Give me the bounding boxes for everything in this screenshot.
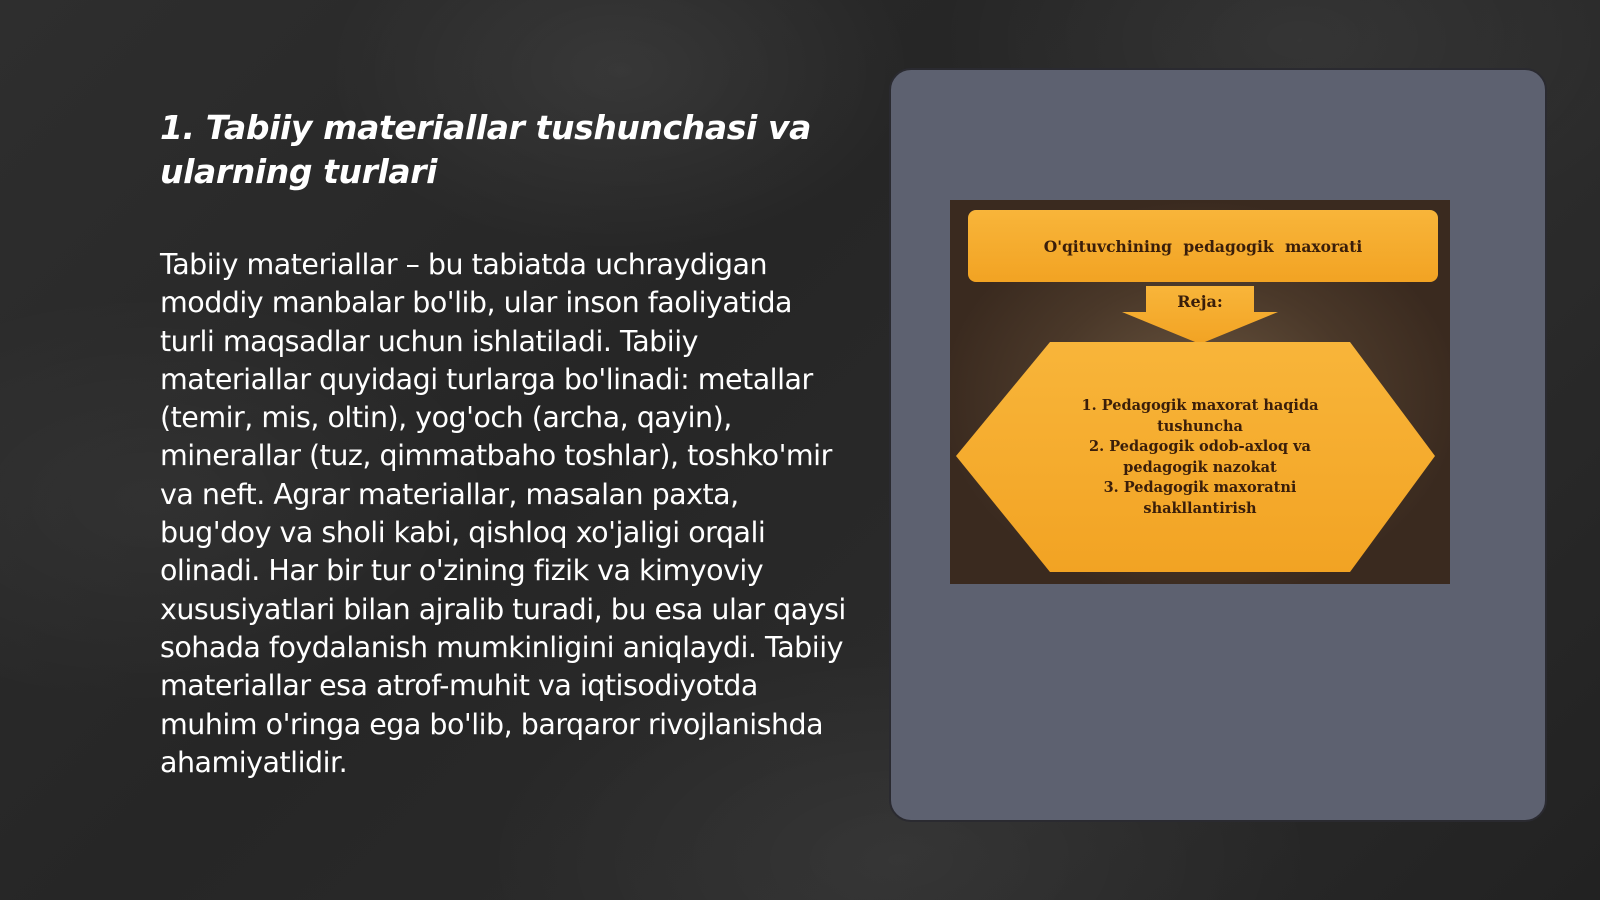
- diagram-plan-item: 3. Pedagogik maxoratni shakllantirish: [1103, 479, 1297, 517]
- diagram-plan-item: 1. Pedagogik maxorat haqida tushuncha: [1081, 397, 1319, 435]
- embedded-slide-image: [950, 200, 1450, 584]
- slide-title: 1. Tabiiy materiallar tushunchasi va ularning turlari: [160, 108, 811, 191]
- diagram-arrow-label: Reja:: [1177, 292, 1223, 311]
- diagram-plan-list: [1060, 396, 1340, 519]
- slide-body-text: Tabiiy materiallar – bu tabiatda uchraydigan moddiy manbalar bo'lib, ular inson faoliyatida turli maqsadlar uchun ishlatiladi. Tabiiy materiallar quyidagi turlarga bo'linadi: metallar (temir, mis, oltin), yog'och (archa, qayin), minerallar (tuz, qimmatbaho toshlar), toshko'mir va neft. Agrar materiallar, masalan paxta, bug'doy va sholi kabi, qishloq xo'jaligi orqali olinadi. Har bir tur o'zining fizik va kimyoviy xususiyatlari bilan ajralib turadi, bu esa ular qaysi sohada foydalanish mumkinligini aniqlaydi. Tabiiy materiallar esa atrof-muhit va iqtisodiyotda muhim o'ringa ega bo'lib, barqaror rivojlanishda ahamiyatlidir.: [160, 248, 846, 779]
- diagram-title: O'qituvchining pedagogik maxorati: [1043, 236, 1363, 256]
- diagram-plan-item: 2. Pedagogik odob-axloq va pedagogik nazokat: [1089, 438, 1311, 476]
